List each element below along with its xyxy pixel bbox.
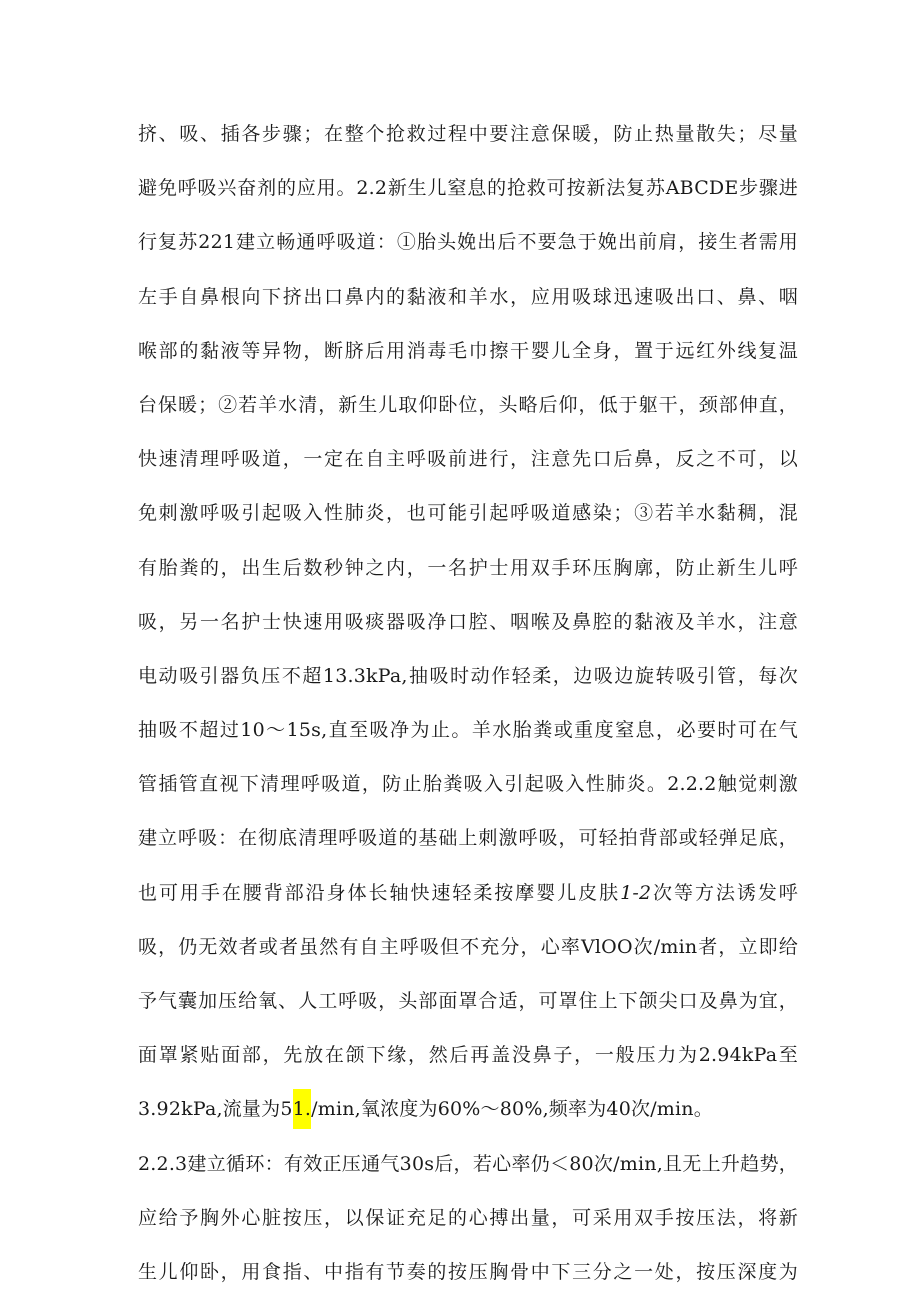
text-line-16: 吸，仍无效者或者虽然有自主呼吸但不充分，心率VlOO次/min者，立即给 — [138, 935, 798, 958]
text-line-5: 喉部的黏液等异物，断脐后用消毒毛巾擦干婴儿全身，置于远红外线复温 — [138, 339, 798, 362]
text-line-19 — [138, 1087, 798, 1141]
text-line-7: 快速清理呼吸道，一定在自主呼吸前进行，注意先口后鼻，反之不可，以 — [138, 448, 798, 471]
text-line-4: 左手自鼻根向下挤出口鼻内的黏液和羊水，应用吸球迅速吸出口、鼻、咽 — [138, 285, 798, 308]
text-line-13: 管插管直视下清理呼吸道，防止胎粪吸入引起吸入性肺炎。2.2.2触觉刺激 — [138, 773, 798, 796]
text-line-6: 台保暖；②若羊水清，新生儿取仰卧位，头略后仰，低于躯干，颈部伸直， — [138, 393, 798, 416]
text-line-17: 予气囊加压给氧、人工呼吸，头部面罩合适，可罩住上下颌尖口及鼻为宜， — [138, 990, 798, 1012]
text-segment: 次等方法诱发呼 — [651, 881, 798, 904]
highlighted-text: 1. — [293, 1089, 312, 1129]
text-segment: /min,氧浓度为60%～80%,频率为40次/min。 — [311, 1098, 713, 1121]
text-line-21: 应给予胸外心脏按压，以保证充足的心搏出量，可采用双手按压法，将新 — [138, 1206, 798, 1229]
italic-segment: 1-2 — [620, 881, 652, 904]
text-segment: 也可用手在腰背部沿身体长轴快速轻柔按摩婴儿皮肤 — [138, 881, 621, 904]
text-line-9: 有胎粪的，出生后数秒钟之内，一名护士用双手环压胸廓，防止新生儿呼 — [138, 556, 798, 579]
text-segment: 3.92kPa,流量为5 — [138, 1098, 293, 1121]
text-line-11: 电动吸引器负压不超13.3kPa,抽吸时动作轻柔，边吸边旋转吸引管，每次 — [138, 664, 798, 687]
text-line-15 — [138, 871, 798, 925]
body-text — [138, 112, 798, 1304]
text-line-3: 行复苏221建立畅通呼吸道：①胎头娩出后不要急于娩出前肩，接生者需用 — [138, 231, 798, 254]
text-line-1: 挤、吸、插各步骤；在整个抢救过程中要注意保暖，防止热量散失；尽量 — [138, 123, 798, 145]
text-line-8: 免刺激呼吸引起吸入性肺炎，也可能引起呼吸道感染；③若羊水黏稠，混 — [138, 502, 798, 525]
text-line-20: 2.2.3建立循环：有效正压通气30s后，若心率仍＜80次/min,且无上升趋势， — [138, 1152, 798, 1175]
text-line-10: 吸，另一名护士快速用吸痰器吸净口腔、咽喉及鼻腔的黏液及羊水，注意 — [138, 610, 798, 633]
text-line-22: 生儿仰卧，用食指、中指有节奏的按压胸骨中下三分之一处，按压深度为 — [138, 1260, 798, 1283]
text-line-2: 避免呼吸兴奋剂的应用。2.2新生儿窒息的抢救可按新法复苏ABCDE步骤进 — [138, 177, 798, 200]
text-line-18: 面罩紧贴面部，先放在颌下缘，然后再盖没鼻子，一般压力为2.94kPa至 — [138, 1044, 798, 1067]
text-line-14: 建立呼吸：在彻底清理呼吸道的基础上刺激呼吸，可轻拍背部或轻弹足底， — [138, 827, 798, 850]
text-line-12: 抽吸不超过10～15s,直至吸净为止。羊水胎粪或重度窒息，必要时可在气 — [138, 719, 798, 742]
